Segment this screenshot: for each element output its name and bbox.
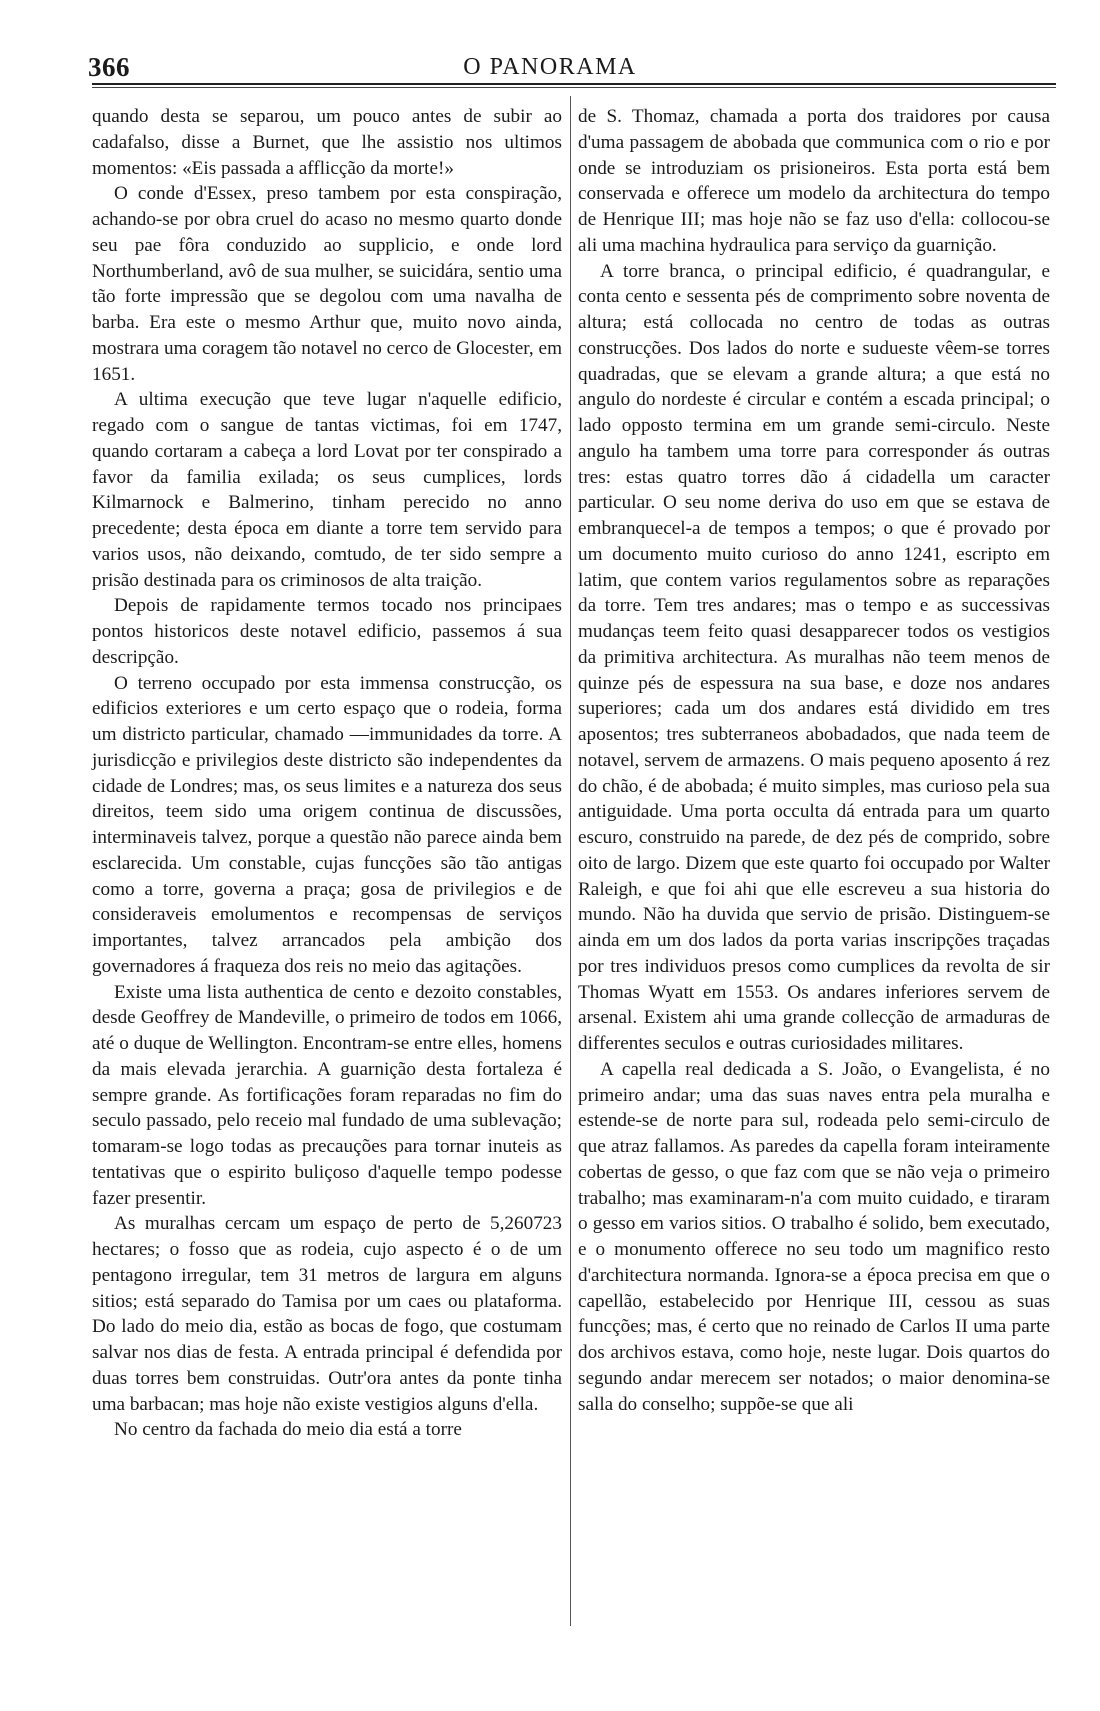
header-rule-thin bbox=[92, 87, 1056, 88]
left-column bbox=[92, 104, 562, 1443]
paragraph: A capella real dedicada a S. João, o Evangelista, é no primeiro andar; uma das suas naves entra pela muralha e estende-se de norte para sul, rodeada pelo semi-circulo de que atraz fallamos. As paredes da capella foram inteiramente cobertas de gesso, o que faz com que se não veja o primeiro trabalho; mas examinaram-n'a com muito cuidado, e tiraram o gesso em varios sitios. O trabalho é solido, bem executado, e o monumento offerece no seu todo um magnifico resto d'architectura normanda. Ignora-se a época precisa em que o capellão, estabelecido por Henrique III, cessou as suas funcções; mas, é certo que no reinado de Carlos II uma parte dos archivos estava, como hoje, neste lugar. Dois quartos do segundo andar merecem ser notados; o maior denomina-se salla do conselho; suppõe-se que ali bbox=[578, 1058, 1050, 1415]
paragraph: de S. Thomaz, chamada a porta dos traidores por causa d'uma passagem de abobada que communica com o rio e por onde se introduziam os prisioneiros. Esta porta está bem conservada e offerece um modelo da architectura do tempo de Henrique III; mas hoje não se faz uso d'ella: collocou-se ali uma machina hydraulica para serviço da guarnição. bbox=[578, 106, 1050, 256]
header-rule-thick bbox=[92, 83, 1056, 85]
paragraph: No centro da fachada do meio dia está a torre bbox=[114, 1419, 462, 1441]
paragraph: Existe uma lista authentica de cento e dezoito constables, desde Geoffrey de Mandeville, o primeiro de todos em 1066, até o duque de Wellington. Encontram-se entre elles, homens da mais elevada jerarchia. A guarnição desta fortaleza é sempre grande. As fortificações foram reparadas no fim do seculo passado, pelo receio mal fundado de uma sublevação; tomaram-se logo todas as precauções para tornar inuteis as tentativas que o espirito buliçoso d'aquelle tempo podesse fazer presentir. bbox=[92, 981, 562, 1209]
paragraph: A ultima execução que teve lugar n'aquelle edificio, regado com o sangue de tantas victimas, foi em 1747, quando cortaram a cabeça a lord Lovat por ter conspirado a favor da familia exilada; os seus cumplices, lords Kilmarnock e Balmerino, tinham perecido no anno precedente; desta época em diante a torre tem servido para varios usos, não deixando, comtudo, de ter sido sempre a prisão destinada para os criminosos de alta traição. bbox=[92, 389, 562, 591]
column-divider bbox=[570, 96, 571, 1626]
paragraph: As muralhas cercam um espaço de perto de 5,260723 hectares; o fosso que as rodeia, cujo aspecto é o de um pentagono irregular, tem 31 metros de largura em alguns sitios; está separado do Tamisa por um caes ou plataforma. Do lado do meio dia, estão as bocas de fogo, que costumam salvar nos dias de festa. A entrada principal é defendida por duas torres bem construidas. Outr'ora antes da ponte tinha uma barbacan; mas hoje não existe vestigios alguns d'ella. bbox=[92, 1213, 562, 1415]
paragraph: O conde d'Essex, preso tambem por esta conspiração, achando-se por obra cruel do acaso no mesmo quarto donde seu pae fôra conduzido ao supplicio, e onde lord Northumberland, avô de sua mulher, se suicidára, sentio uma tão forte impressão que se degolou com uma navalha de barba. Era este o mesmo Arthur que, muito novo ainda, mostrara uma coragem tão notavel no cerco de Glocester, em 1651. bbox=[92, 183, 562, 385]
paragraph: A torre branca, o principal edificio, é quadrangular, e conta cento e sessenta pés de comprimento sobre noventa de altura; está collocada no centro de todas as outras construcções. Dos lados do norte e sudueste vêem-se torres quadradas, que se elevam a grande altura; a que está no angulo do nordeste é circular e contém a escada principal; o lado opposto termina em um grande semi-circulo. Neste angulo ha tambem uma torre para corresponder ás outras tres: estas quatro torres dão á cidadella um caracter particular. O seu nome deriva do uso em que se estava de embranquecel-a de tempos a tempos; o que é provado por um documento muito curioso do anno 1241, escripto em latim, que contem varios regulamentos sobre as reparações da torre. Tem tres andares; mas o tempo e as successivas mudanças teem feito quasi desapparecer todos os vestigios da primitiva architectura. As muralhas não teem menos de quinze pés de espessura na sua base, e doze nos andares superiores; cada um dos andares está dividido em tres aposentos; tres subterraneos abobadados, que nada teem de notavel, servem de armazens. O mais pequeno aposento á rez do chão, é de abobada; é muito simples, mas curioso pela sua antiguidade. Uma porta occulta dá entrada para um quarto escuro, construido na parede, de dez pés de comprido, sobre oito de largo. Dizem que este quarto foi occupado por Walter Raleigh, e que foi ahi que elle escreveu a sua historia do mundo. Não ha duvida que servio de prisão. Distinguem-se ainda em um dos lados da porta varias inscripções traçadas por tres individuos presos como cumplices da revolta de sir Thomas Wyatt em 1553. Os andares inferiores servem de arsenal. Existem ahi uma grande collecção de armaduras de differentes seculos e outras curiosidades militares. bbox=[578, 260, 1050, 1054]
page-header bbox=[0, 48, 1100, 88]
right-column bbox=[578, 104, 1050, 1417]
paragraph: Depois de rapidamente termos tocado nos principaes pontos historicos deste notavel edificio, passemos á sua descripção. bbox=[92, 595, 562, 668]
page-number: 366 bbox=[88, 52, 130, 82]
paragraph: quando desta se separou, um pouco antes de subir ao cadafalso, disse a Burnet, que lhe assistio nos ultimos momentos: «Eis passada a afflicção da morte!» bbox=[92, 106, 562, 179]
journal-title: O PANORAMA bbox=[463, 54, 637, 80]
paragraph: O terreno occupado por esta immensa construcção, os edificios exteriores e um certo espaço que o rodeia, forma um districto particular, chamado —immunidades da torre. A jurisdicção e privilegios deste districto são independentes da cidade de Londres; mas, os seus limites e a natureza dos seus direitos, teem sido uma origem continua de discussões, interminaveis talvez, porque a questão não parece ainda bem esclarecida. Um constable, cujas funcções são tão antigas como a torre, governa a praça; gosa de privilegios e de consideraveis emolumentos e recompensas de serviços importantes, talvez arrancados pela ambição dos governadores á fraqueza dos reis no meio das agitações. bbox=[92, 672, 562, 977]
